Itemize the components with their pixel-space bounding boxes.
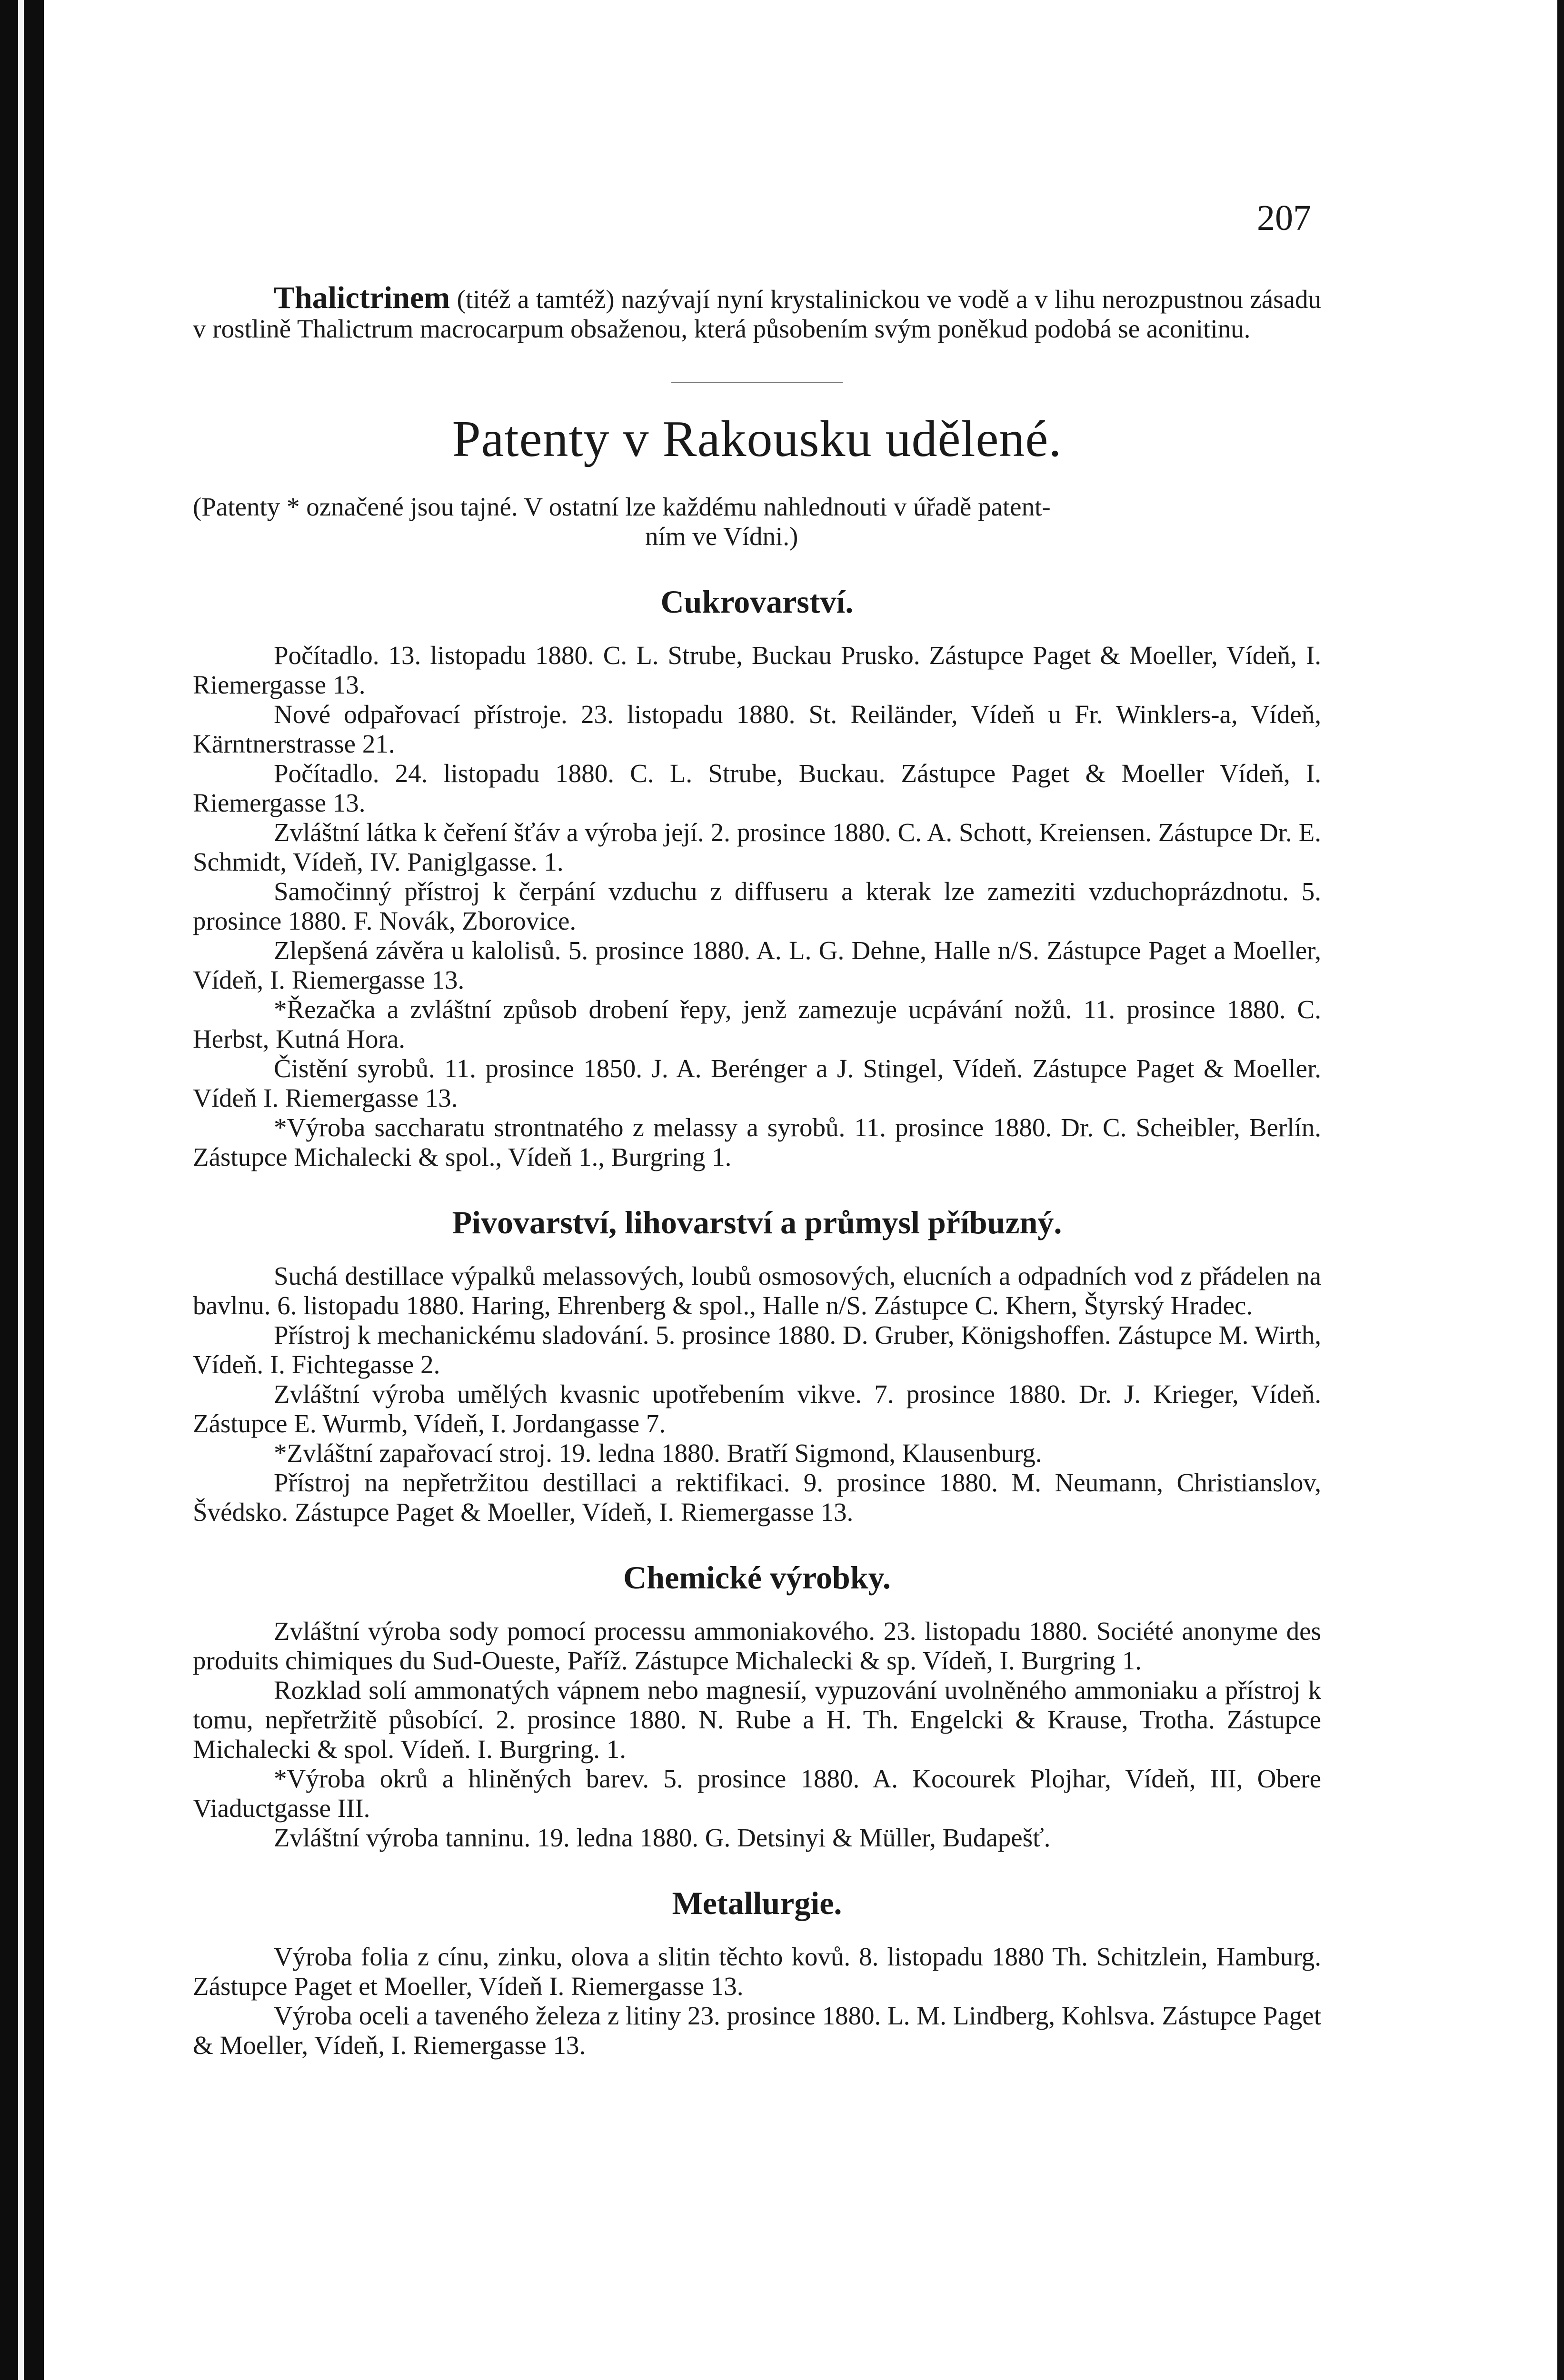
section-heading-sugar: Cukrovarství.: [660, 584, 854, 620]
patent-entry: Rozklad solí ammonatých vápnem nebo magnesií, vypuzování uvolněného ammoniaku a přístroj k tomu, nepřetržitě působící. 2. prosince 1880. N. Rube a H. Th. Engelcki & Krause, Trotha. Zástupce Michalecki & spol. Vídeň. I. Burgring. 1.: [193, 1676, 1321, 1764]
patent-entry: Nové odpařovací přístroje. 23. listopadu 1880. St. Reiländer, Vídeň u Fr. Winklers-a, Vídeň, Kärntnerstrasse 21.: [193, 700, 1321, 758]
patent-entry: Zvláštní výroba umělých kvasnic upotřebením vikve. 7. prosince 1880. Dr. J. Krieger, Vídeň. Zástupce E. Wurmb, Vídeň, I. Jordangasse 7.: [193, 1379, 1321, 1438]
patent-entry: Přístroj na nepřetržitou destillaci a rektifikaci. 9. prosince 1880. M. Neumann, Christianslov, Švédsko. Zástupce Paget & Moeller, Vídeň, I. Riemergasse 13.: [193, 1468, 1321, 1527]
section-heading-metallurgy: Metallurgie.: [672, 1885, 842, 1921]
patent-entry: Zvláštní výroba sody pomocí processu ammoniakového. 23. listopadu 1880. Société anonyme des produits chimiques du Sud-Oueste, Paříž. Zástupce Michalecki & sp. Vídeň, I. Burgring 1.: [193, 1616, 1321, 1675]
patent-entry: *Výroba okrů a hliněných barev. 5. prosince 1880. A. Kocourek Plojhar, Vídeň, III, Obere Viaductgasse III.: [193, 1764, 1321, 1823]
patent-entry: Výroba folia z cínu, zinku, olova a slitin těchto kovů. 8. listopadu 1880 Th. Schitzlein, Hamburg. Zástupce Paget et Moeller, Vídeň I. Riemergasse 13.: [193, 1942, 1321, 2001]
section-divider: [671, 381, 843, 383]
scan-right-edge: [1557, 0, 1564, 2380]
title-note: (Patenty * označené jsou tajné. V ostatní lze každému nahlednouti v úřadě patent-: [193, 492, 1051, 521]
intro-text: (titéž a tamtéž) nazývají nyní krystalinickou ve vodě a v lihu nerozpustnou zásadu v rostlině Thalictrum macrocarpum obsaženou, která působením svým poněkud podobá se aconitinu.: [193, 285, 1321, 343]
patent-entry: Přístroj k mechanickému sladování. 5. prosince 1880. D. Gruber, Königshoffen. Zástupce M. Wirth, Vídeň. I. Fichtegasse 2.: [193, 1320, 1321, 1379]
page-title: Patenty v Rakousku udělené.: [452, 411, 1062, 467]
patent-entry: Zvláštní výroba tanninu. 19. ledna 1880. G. Detsinyi & Müller, Budapešť.: [274, 1823, 1051, 1852]
patent-entry: *Řezačka a zvláštní způsob drobení řepy, jenž zamezuje ucpávání nožů. 11. prosince 1880. C. Herbst, Kutná Hora.: [193, 995, 1321, 1053]
section-heading-brewing: Pivovarství, lihovarství a průmysl příbuzný.: [452, 1204, 1062, 1240]
page-number: 207: [1257, 198, 1311, 238]
page-body: [193, 280, 1321, 2060]
patent-entry: Čistění syrobů. 11. prosince 1850. J. A. Berénger a J. Stingel, Vídeň. Zástupce Paget & Moeller. Vídeň I. Riemergasse 13.: [193, 1054, 1321, 1112]
patent-entry: Výroba oceli a taveného železa z litiny 23. prosince 1880. L. M. Lindberg, Kohlsva. Zástupce Paget & Moeller, Vídeň, I. Riemergasse 13.: [193, 2001, 1321, 2060]
scan-left-edge: [0, 0, 44, 2380]
intro-lead-term: Thalictrinem: [274, 280, 450, 315]
patent-entry: Zvláštní látka k čeření šťáv a výroba její. 2. prosince 1880. C. A. Schott, Kreiensen. Zástupce Dr. E. Schmidt, Vídeň, IV. Paniglgasse. 1.: [193, 818, 1321, 876]
title-note-continued: ním ve Vídni.): [645, 522, 798, 551]
patent-entry: Počítadlo. 24. listopadu 1880. C. L. Strube, Buckau. Zástupce Paget & Moeller Vídeň, I. Riemergasse 13.: [193, 759, 1321, 817]
patent-entry: Počítadlo. 13. listopadu 1880. C. L. Strube, Buckau Prusko. Zástupce Paget & Moeller, Vídeň, I. Riemergasse 13.: [193, 641, 1321, 699]
section-heading-chemical: Chemické výrobky.: [623, 1559, 891, 1596]
patent-entry: Samočinný přístroj k čerpání vzduchu z diffuseru a kterak lze zameziti vzduchoprázdnotu. 5. prosince 1880. F. Novák, Zborovice.: [193, 877, 1321, 935]
patent-entry: Suchá destillace výpalků melassových, loubů osmosových, elucních a odpadních vod z přádelen na bavlnu. 6. listopadu 1880. Haring, Ehrenberg & spol., Halle n/S. Zástupce C. Khern, Štyrský Hradec.: [193, 1261, 1321, 1320]
intro-paragraph: [193, 280, 1321, 344]
patent-entry: Zlepšená závěra u kalolisů. 5. prosince 1880. A. L. G. Dehne, Halle n/S. Zástupce Paget a Moeller, Vídeň, I. Riemergasse 13.: [193, 936, 1321, 994]
patent-entry: *Zvláštní zapařovací stroj. 19. ledna 1880. Bratří Sigmond, Klausenburg.: [274, 1438, 1042, 1468]
patent-entry: *Výroba saccharatu strontnatého z melassy a syrobů. 11. prosince 1880. Dr. C. Scheibler, Berlín. Zástupce Michalecki & spol., Vídeň 1., Burgring 1.: [193, 1113, 1321, 1171]
